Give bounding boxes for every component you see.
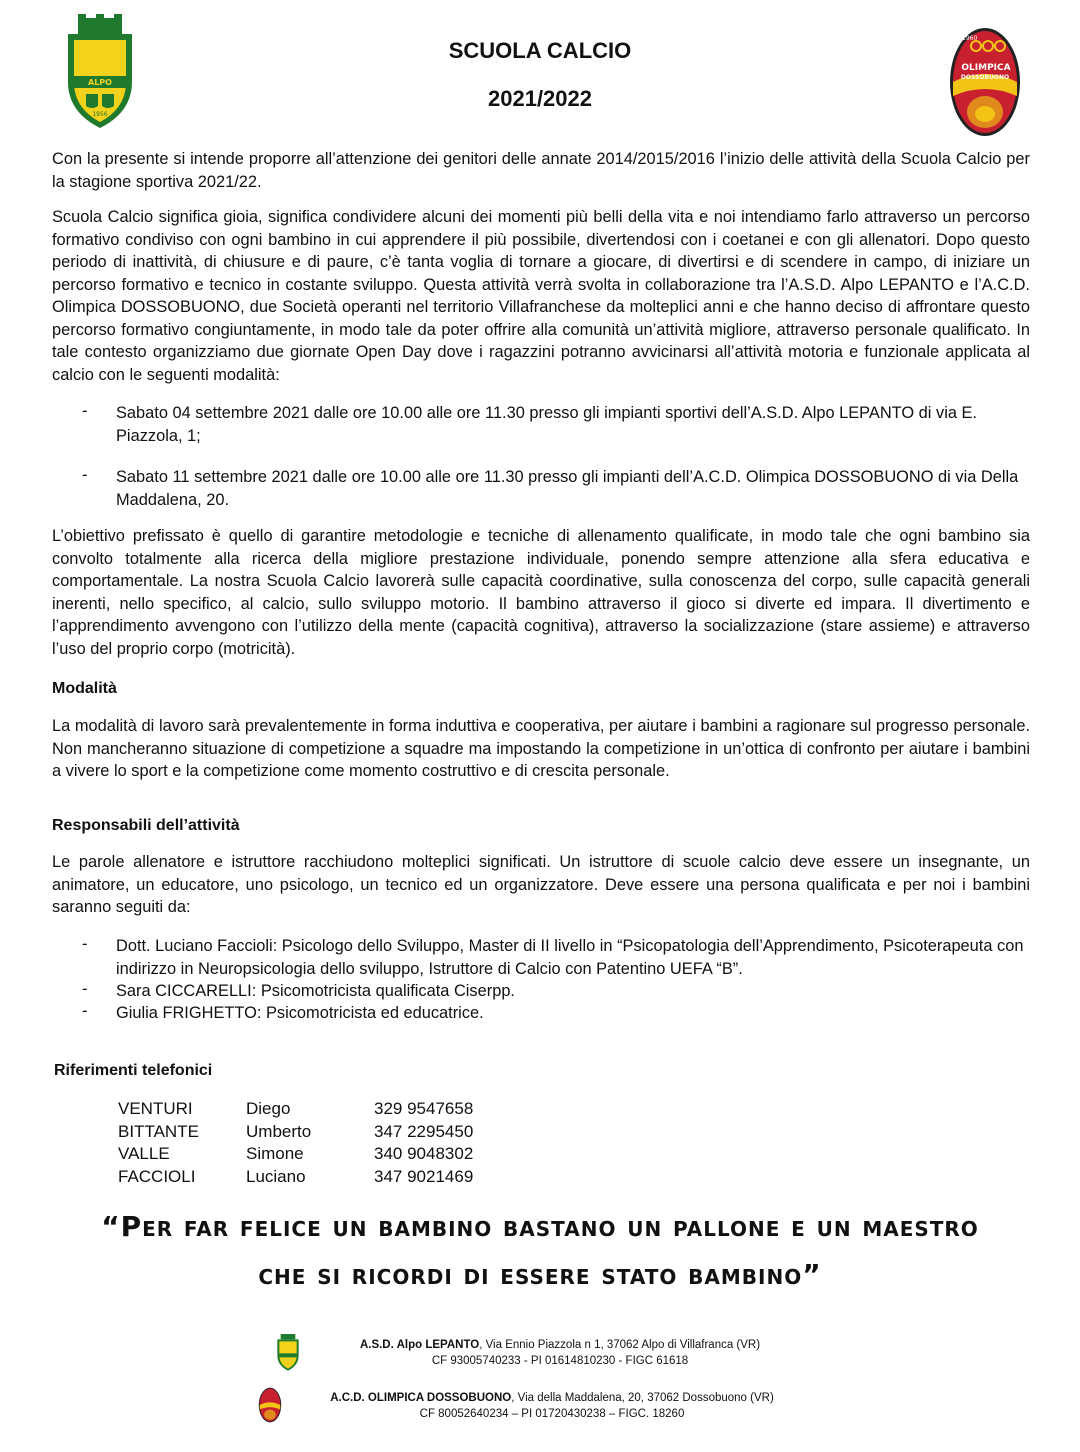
table-row <box>118 1143 473 1166</box>
table-row <box>118 1121 473 1144</box>
bullet-marker: - <box>82 402 88 420</box>
bullet-marker: - <box>82 466 88 484</box>
staff-item: Giulia FRIGHETTO: Psicomotricista ed educatrice. <box>116 1004 484 1022</box>
bullet-marker: - <box>82 980 88 998</box>
contact-surname: BITTANTE <box>118 1121 199 1141</box>
modalita-heading: Modalità <box>52 680 117 697</box>
footer-club-1 <box>20 1337 1080 1369</box>
contact-surname: VENTURI <box>118 1099 193 1118</box>
club-1-codes: CF 93005740233 - PI 01614810230 - FIGC 61618 <box>431 1355 689 1367</box>
svg-text:1956: 1956 <box>92 111 108 118</box>
table-row <box>118 1166 473 1189</box>
contact-phone: 329 9547658 <box>374 1099 474 1118</box>
contact-phone: 347 2295450 <box>374 1121 474 1141</box>
staff-item: Sara CICCARELLI: Psicomotricista qualificata Ciserpp. <box>116 982 515 1000</box>
svg-text:1960: 1960 <box>962 35 978 42</box>
club-1-address: , Via Ennio Piazzola n 1, 37062 Alpo di Villafranca (VR) <box>479 1339 761 1351</box>
quote-line-2: che si ricordi di essere stato bambino” <box>258 1258 822 1291</box>
club-2-name: A.C.D. OLIMPICA DOSSOBUONO <box>330 1392 512 1404</box>
bullet-marker: - <box>82 1002 88 1020</box>
club-2-codes: CF 80052640234 – PI 01720430238 – FIGC. 18260 <box>419 1408 685 1420</box>
olimpica-logo <box>948 26 1022 138</box>
table-row <box>118 1098 473 1121</box>
open-day-item: Sabato 11 settembre 2021 dalle ore 10.00 alle ore 11.30 presso gli impianti dell’A.C.D. Olimpica DOSSOBUONO di via Della Maddalena, 20. <box>116 468 1019 509</box>
responsabili-paragraph: Le parole allenatore e istruttore racchiudono molteplici significati. Un istruttore di scuole calcio deve essere un insegnante, un animatore, un educatore, uno psicologo, un tecnico ed un organizzatore. Deve essere una persona qualificata e per noi i bambini saranno seguiti da: <box>52 853 1030 916</box>
description-paragraph: Scuola Calcio significa gioia, significa condividere alcuni dei momenti più belli della vita e noi intendiamo farlo attraverso un percorso formativo condiviso con ogni bambino in cui apprendere il più possibile, divertendosi con i coetanei e con gli allenatori. Dopo questo periodo di inattività, di chiusure e di paure, c’è tanta voglia di tornare a giocare, di divertirsi e di scendere in campo, di iniziare un percorso formativo e tecnico in costante sviluppo. Questa attività verrà svolta in collaborazione tra l’A.S.D. Alpo LEPANTO e l’A.C.D. Olimpica DOSSOBUONO, due Società operanti nel territorio Villafranchese da molteplici anni e che hanno deciso di affrontare questo percorso formativo congiuntamente, in modo tale da poter offrire alla comunità un’attività migliore, attraverso personale qualificato. In tale contesto organizziamo due giornate Open Day dove i ragazzini potranno avvicinarsi all’attività motoria e funzionale applicata al calcio con le seguenti modalità: <box>52 208 1030 384</box>
modalita-paragraph: La modalità di lavoro sarà prevalentemente in forma induttiva e cooperativa, per aiutare i bambini a ragionare sul progresso personale. Non mancheranno situazione di competizione a squadre ma impostando la competizione in un’ottica di confronto per aiutare i bambini a vivere lo sport e la competizione come momento costruttivo e di crescita personale. <box>52 717 1030 780</box>
page-title: SCUOLA CALCIO <box>448 38 632 63</box>
objectives-paragraph: L’obiettivo prefissato è quello di garantire metodologie e tecniche di allenamento qualificate, in modo tale che ogni bambino sia convolto totalmente alla ricerca della migliore prestazione individuale, ponendo sempre attenzione alla sfera educativa e comportamentale. La nostra Scuola Calcio lavorerà sulle capacità coordinative, sulla conoscenza del corpo, sulle capacità generali inerenti, nello specifico, al calcio, sullo sviluppo motorio. Il bambino attraverso il gioco si diverte ed impara. Il divertimento e l’apprendimento avvengono con l’utilizzo della mente (capacità cognitiva), attraverso la socializzazione (stare assieme) e attraverso l’uso del proprio corpo (motricità). <box>52 527 1030 658</box>
footer-club-2 <box>12 1390 1080 1422</box>
club-1-name: A.S.D. Alpo LEPANTO <box>359 1339 480 1351</box>
intro-paragraph: Con la presente si intende proporre all’attenzione dei genitori delle annate 2014/2015/2016 l’inizio delle attività della Scuola Calcio per la stagione sportiva 2021/22. <box>52 150 1030 191</box>
club-2-address: , Via della Maddalena, 20, 37062 Dossobuono (VR) <box>511 1392 774 1404</box>
svg-text:ALPO: ALPO <box>88 78 112 87</box>
svg-text:DOSSOBUONO: DOSSOBUONO <box>960 74 1010 81</box>
contacts-table <box>118 1098 473 1188</box>
riferimenti-heading: Riferimenti telefonici <box>54 1062 213 1079</box>
contact-surname: FACCIOLI <box>118 1166 196 1186</box>
contact-name: Simone <box>246 1144 304 1163</box>
contact-phone: 340 9048302 <box>374 1144 474 1163</box>
responsabili-heading: Responsabili dell’attività <box>52 817 240 834</box>
quote-line-1: “Per far felice un bambino bastano un pallone e un maestro <box>101 1210 979 1243</box>
contact-name: Luciano <box>246 1166 306 1186</box>
staff-item: Dott. Luciano Faccioli: Psicologo dello Sviluppo, Master di II livello in “Psicopatologia dell’Apprendimento, Psicoterapeuta con indirizzo in Neuropsicologia dello sviluppo, Istruttore di Calcio con Patentino UEFA “B”. <box>116 937 1024 978</box>
contact-phone: 347 9021469 <box>374 1166 474 1186</box>
contact-name: Diego <box>246 1099 291 1118</box>
alpo-logo <box>64 12 136 132</box>
svg-text:OLIMPICA: OLIMPICA <box>961 63 1011 73</box>
open-day-item: Sabato 04 settembre 2021 dalle ore 10.00 alle ore 11.30 presso gli impianti sportivi dell’A.S.D. Alpo LEPANTO di via E. Piazzola, 1; <box>116 404 977 445</box>
season-title: 2021/2022 <box>488 86 592 111</box>
contact-name: Umberto <box>246 1121 312 1141</box>
contact-surname: VALLE <box>118 1144 170 1163</box>
bullet-marker: - <box>82 935 88 953</box>
